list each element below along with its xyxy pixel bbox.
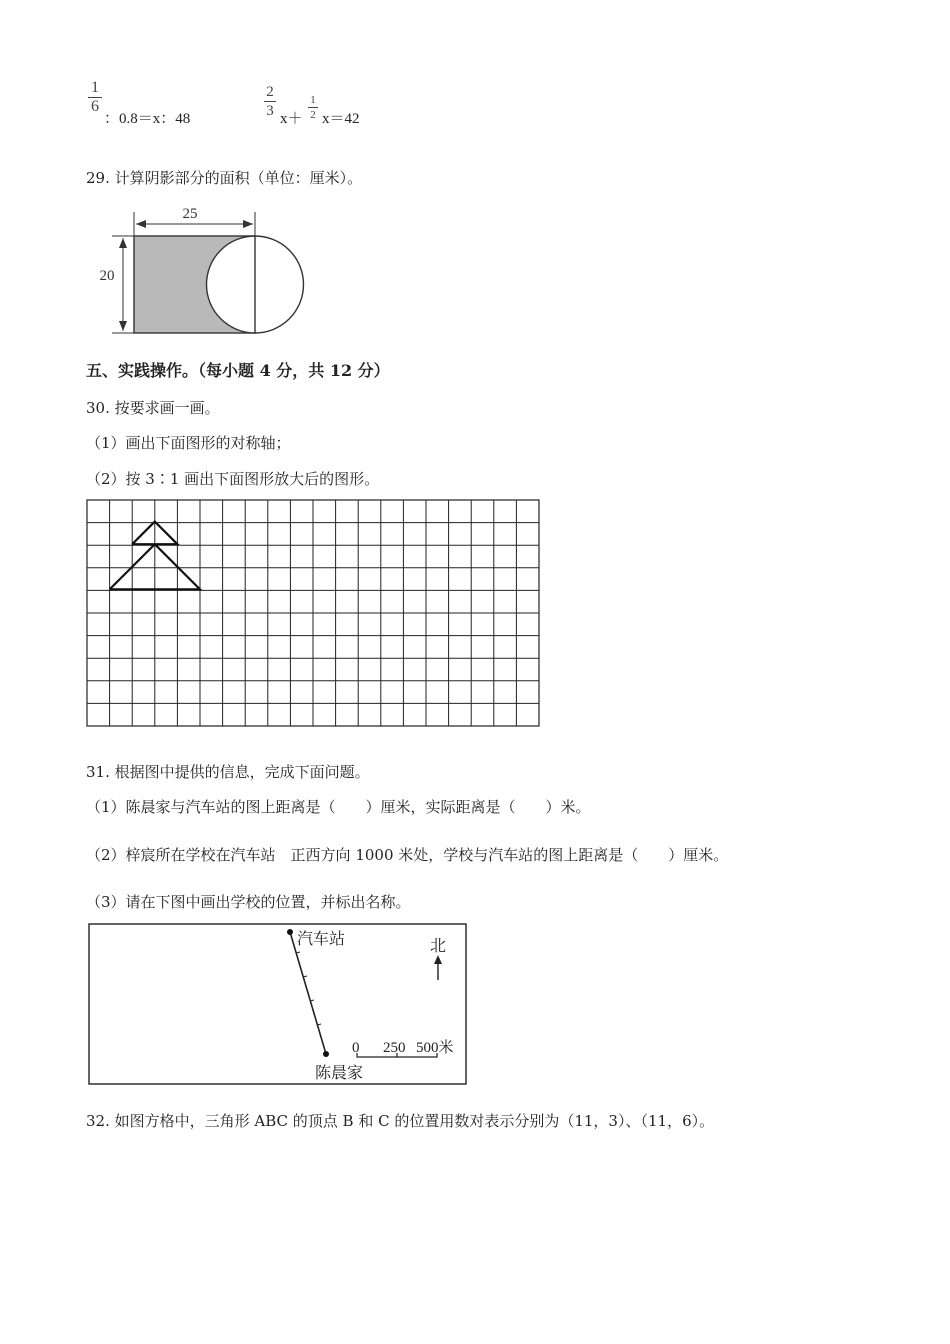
scale-zero: 0	[352, 1040, 360, 1056]
height-arrow-top	[119, 238, 127, 248]
north-arrow-icon	[434, 955, 442, 964]
fraction-numerator: 1	[91, 79, 99, 96]
map-border	[89, 924, 466, 1084]
home-label: 陈晨家	[315, 1065, 364, 1082]
fraction-bar	[264, 101, 276, 102]
fraction-one-half	[308, 94, 318, 121]
height-arrow-bottom	[119, 321, 127, 331]
q31-map	[86, 922, 470, 1088]
question-30-part-1: （1）画出下面图形的对称轴；	[86, 434, 291, 452]
question-31-part-2: （2）梓宸所在学校在汽车站 正西方向 1000 米处，学校与汽车站的图上距离是（ ）厘米。	[86, 846, 729, 864]
fraction-numerator: 2	[266, 84, 274, 100]
width-arrow-left	[136, 220, 146, 228]
question-31: 31. 根据图中提供的信息，完成下面问题。	[86, 763, 370, 781]
station-to-home-line	[290, 932, 326, 1054]
grid	[87, 500, 539, 726]
width-arrow-right	[243, 220, 253, 228]
fraction-bar	[308, 107, 318, 108]
north-label: 北	[430, 938, 447, 955]
equation-2	[262, 84, 402, 130]
question-30: 30. 按要求画一画。	[86, 399, 220, 417]
question-30-part-2: （2）按 3∶1 画出下面图形放大后的图形。	[86, 470, 380, 488]
equation-1-rest: ：0.8＝x：48	[104, 111, 191, 127]
q30-grid-figure	[86, 499, 542, 729]
scale-mid: 250	[383, 1040, 406, 1056]
question-31-part-1: （1）陈晨家与汽车站的图上距离是（ ）厘米，实际距离是（ ）米。	[86, 798, 591, 816]
height-label: 20	[99, 268, 115, 284]
scale-end: 500米	[416, 1040, 454, 1056]
equation-2-mid: x＋	[280, 111, 303, 127]
question-32: 32. 如图方格中，三角形 ABC 的顶点 B 和 C 的位置用数对表示分别为（11，3）、（11，6）。	[86, 1112, 715, 1130]
question-31-part-3: （3）请在下图中画出学校的位置，并标出名称。	[86, 893, 411, 911]
fraction-denominator: 3	[266, 103, 274, 119]
question-29: 29. 计算阴影部分的面积（单位：厘米）。	[86, 169, 363, 187]
fraction-numerator: 1	[310, 94, 316, 106]
station-label: 汽车站	[297, 931, 346, 948]
q29-figure	[90, 198, 320, 343]
equation-2-rest: x＝42	[322, 111, 360, 127]
fraction-denominator: 2	[310, 109, 316, 121]
equation-1	[86, 80, 226, 130]
fraction-denominator: 6	[91, 98, 99, 115]
station-point	[287, 929, 293, 935]
width-label: 25	[182, 206, 198, 222]
fraction-two-thirds	[264, 84, 276, 119]
home-point	[323, 1051, 329, 1057]
section-5-heading: 五、实践操作。（每小题 4 分，共 12 分）	[86, 361, 390, 380]
fraction-one-sixth	[88, 80, 102, 115]
